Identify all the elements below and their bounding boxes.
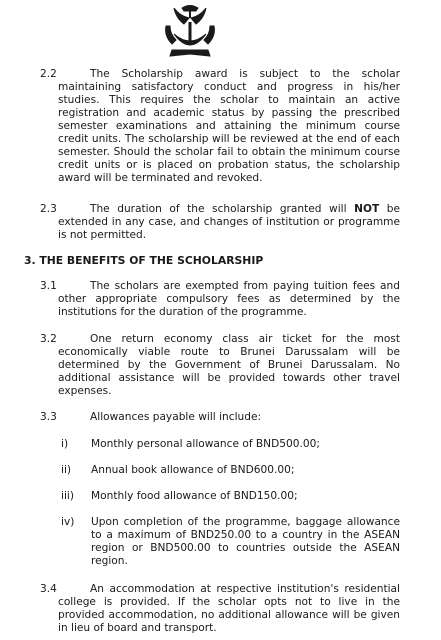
paragraph-3-2: One return economy class air ticket for the most economically viable route to Brunei Darussalam will be determined by the Government of Brunei Darussalam. No additional assistance will be provided towards other travel expenses. <box>58 333 400 397</box>
list-item-number: ii) <box>61 464 72 476</box>
paragraph-3-1: The scholars are exempted from paying tuition fees and other appropriate compulsory fees as determined by the institutions for the duration of the programme. <box>58 280 400 318</box>
paragraph-2-3-part2: be extended in any case, and changes of institution or programme is not permitted. <box>58 203 400 241</box>
section-heading-3: 3. THE BENEFITS OF THE SCHOLARSHIP <box>24 254 264 267</box>
list-item-book-allowance: Annual book allowance of BND600.00; <box>91 464 295 476</box>
paragraph-2-2: The Scholarship award is subject to the scholar maintaining satisfactory conduct and progress in his/her studies. This requires the scholar to maintain an active registration and academic status by passing the prescribed semester examinations and attaining the minimum course credit units. The scholarship will be reviewed at the end of each semester. Should the scholar fail to obtain the minimum course credit units or is placed on probation status, the scholarship award will be terminated and revoked. <box>58 68 400 184</box>
list-item-baggage-allowance: Upon completion of the programme, baggage allowance to a maximum of BND250.00 to a country in the ASEAN region or BND500.00 to countries outside the ASEAN region. <box>91 516 400 567</box>
paragraph-3-4: An accommodation at respective institution's residential college is provided. If the scholar opts not to live in the provided accommodation, no additional allowance will be given in lieu of board and transport. <box>58 583 400 634</box>
list-item-number: iii) <box>61 490 74 502</box>
section-number-3-3: 3.3 <box>40 411 57 423</box>
paragraph-2-3-part1: The duration of the scholarship granted will <box>90 203 355 215</box>
section-number-2-2: 2.2 <box>40 68 57 80</box>
section-number-3-4: 3.4 <box>40 583 57 595</box>
paragraph-2-3-emphasis: NOT <box>354 203 380 215</box>
list-item-number: i) <box>61 438 69 450</box>
paragraph-3-3: Allowances payable will include: <box>90 411 262 423</box>
section-number-3-2: 3.2 <box>40 333 57 345</box>
list-item-personal-allowance: Monthly personal allowance of BND500.00; <box>91 438 320 450</box>
section-number-3-1: 3.1 <box>40 280 57 292</box>
section-number-2-3: 2.3 <box>40 203 57 215</box>
list-item-food-allowance: Monthly food allowance of BND150.00; <box>91 490 298 502</box>
brunei-crest-icon <box>160 4 220 62</box>
list-item-number: iv) <box>61 516 75 528</box>
paragraph-2-3 <box>58 203 400 242</box>
